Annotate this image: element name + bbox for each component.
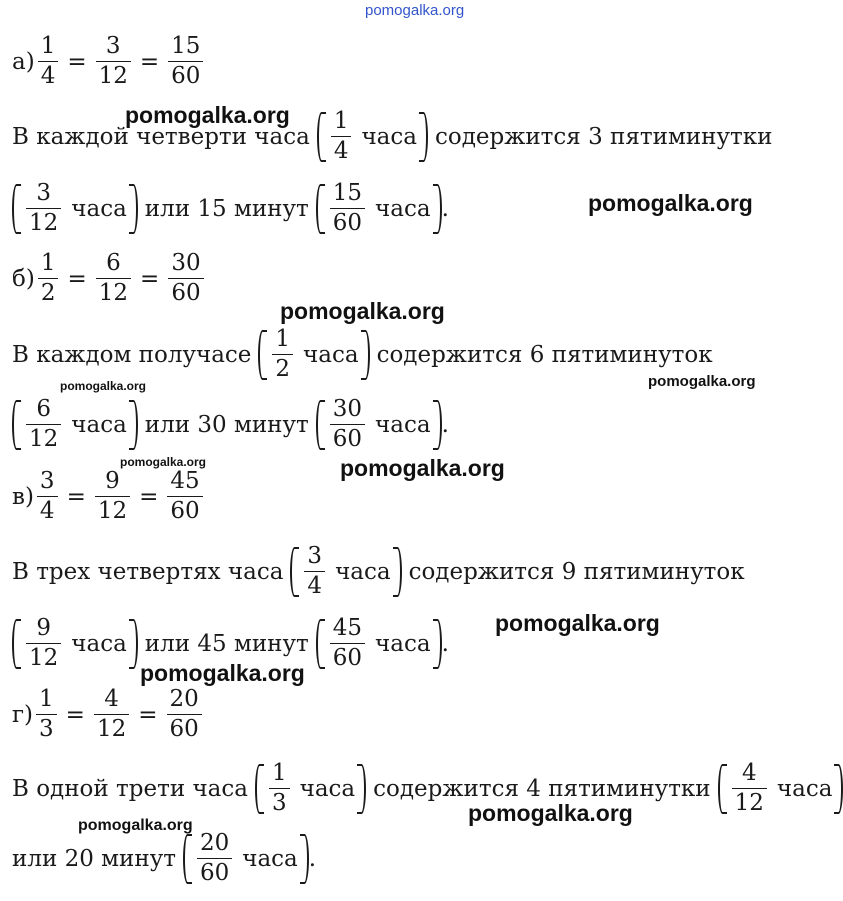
part-label: г) xyxy=(12,701,34,728)
equation-line-c: в) $\frac{3}{4}$ = $\frac{9}{12}$ = $\frac{45}{60}$ xyxy=(12,470,206,523)
fraction: $\frac{45}{60}$ xyxy=(167,470,202,523)
watermark: pomogalka.org xyxy=(648,373,756,390)
fraction: $\frac{9}{12}$ xyxy=(95,470,130,523)
sentence-line-c1: В трех четвертях часа $\frac{3}{4}$ часа содержится 9 пятиминуток xyxy=(12,543,745,599)
watermark: pomogalka.org xyxy=(468,800,633,826)
equation-line-a: а) $\frac{1}{4}$ = $\frac{3}{12}$ = $\frac{15}{60}$ xyxy=(12,35,206,88)
fraction: $\frac{20}{60}$ xyxy=(167,688,202,741)
fraction: $\frac{3}{4}$ xyxy=(37,470,58,523)
part-label: а) xyxy=(12,48,35,75)
sentence-line-a2: $\frac{3}{12}$ часа или 15 минут $\frac{15}{60}$ часа . xyxy=(12,182,449,235)
fraction: $\frac{1}{4}$ xyxy=(38,35,59,88)
parenthesized-fraction: $\frac{15}{60}$ часа xyxy=(316,182,442,235)
watermark: pomogalka.org xyxy=(588,190,753,216)
watermark: pomogalka.org xyxy=(120,455,207,469)
fraction: $\frac{1}{3}$ xyxy=(36,688,57,741)
equation-line-b: б) $\frac{1}{2}$ = $\frac{6}{12}$ = $\frac{30}{60}$ xyxy=(12,252,207,305)
fraction: $\frac{3}{12}$ xyxy=(96,35,131,88)
parenthesized-fraction: $\frac{30}{60}$ часа xyxy=(316,398,442,451)
parenthesized-fraction: $\frac{1}{3}$ часа xyxy=(255,762,366,815)
sentence-line-a1: В каждой четверти часа $\frac{1}{4}$ часа содержится 3 пятиминутки xyxy=(12,108,773,164)
parenthesized-fraction: $\frac{20}{60}$ часа xyxy=(183,832,309,885)
site-watermark-top: pomogalka.org xyxy=(365,2,465,19)
parenthesized-fraction: $\frac{3}{12}$ часа xyxy=(12,182,138,235)
fraction: $\frac{30}{60}$ xyxy=(168,252,203,305)
fraction: $\frac{15}{60}$ xyxy=(168,35,203,88)
sentence-line-d2: или 20 минут $\frac{20}{60}$ часа . xyxy=(12,830,317,886)
parenthesized-fraction: $\frac{4}{12}$ часа xyxy=(718,762,843,815)
sentence-line-d1: В одной трети часа $\frac{1}{3}$ часа содержится 4 пятиминутки $\frac{4}{12}$ часа xyxy=(12,762,843,815)
parenthesized-fraction: $\frac{6}{12}$ часа xyxy=(12,398,138,451)
parenthesized-fraction: $\frac{1}{2}$ часа xyxy=(258,328,369,381)
equation-line-d: г) $\frac{1}{3}$ = $\frac{4}{12}$ = $\frac{20}{60}$ xyxy=(12,688,205,741)
parenthesized-fraction: $\frac{9}{12}$ часа xyxy=(12,617,138,670)
watermark: pomogalka.org xyxy=(495,610,660,636)
parenthesized-fraction: $\frac{1}{4}$ часа xyxy=(317,110,428,163)
fraction: $\frac{4}{12}$ xyxy=(94,688,129,741)
fraction: $\frac{1}{2}$ xyxy=(38,252,59,305)
parenthesized-fraction: $\frac{3}{4}$ часа xyxy=(290,545,401,598)
sentence-line-b2: $\frac{6}{12}$ часа или 30 минут $\frac{30}{60}$ часа . xyxy=(12,398,449,451)
watermark: pomogalka.org xyxy=(60,379,147,393)
sentence-line-c2: $\frac{9}{12}$ часа или 45 минут $\frac{45}{60}$ часа . xyxy=(12,617,449,670)
watermark: pomogalka.org xyxy=(340,455,505,481)
parenthesized-fraction: $\frac{45}{60}$ часа xyxy=(316,617,442,670)
watermark: pomogalka.org xyxy=(125,102,290,128)
sentence-line-b1: В каждом получасе $\frac{1}{2}$ часа содержится 6 пятиминуток xyxy=(12,326,713,382)
watermark: pomogalka.org xyxy=(78,817,193,834)
part-label: в) xyxy=(12,483,34,510)
watermark: pomogalka.org xyxy=(140,660,305,686)
watermark: pomogalka.org xyxy=(280,298,445,324)
part-label: б) xyxy=(12,265,35,292)
fraction: $\frac{6}{12}$ xyxy=(96,252,131,305)
